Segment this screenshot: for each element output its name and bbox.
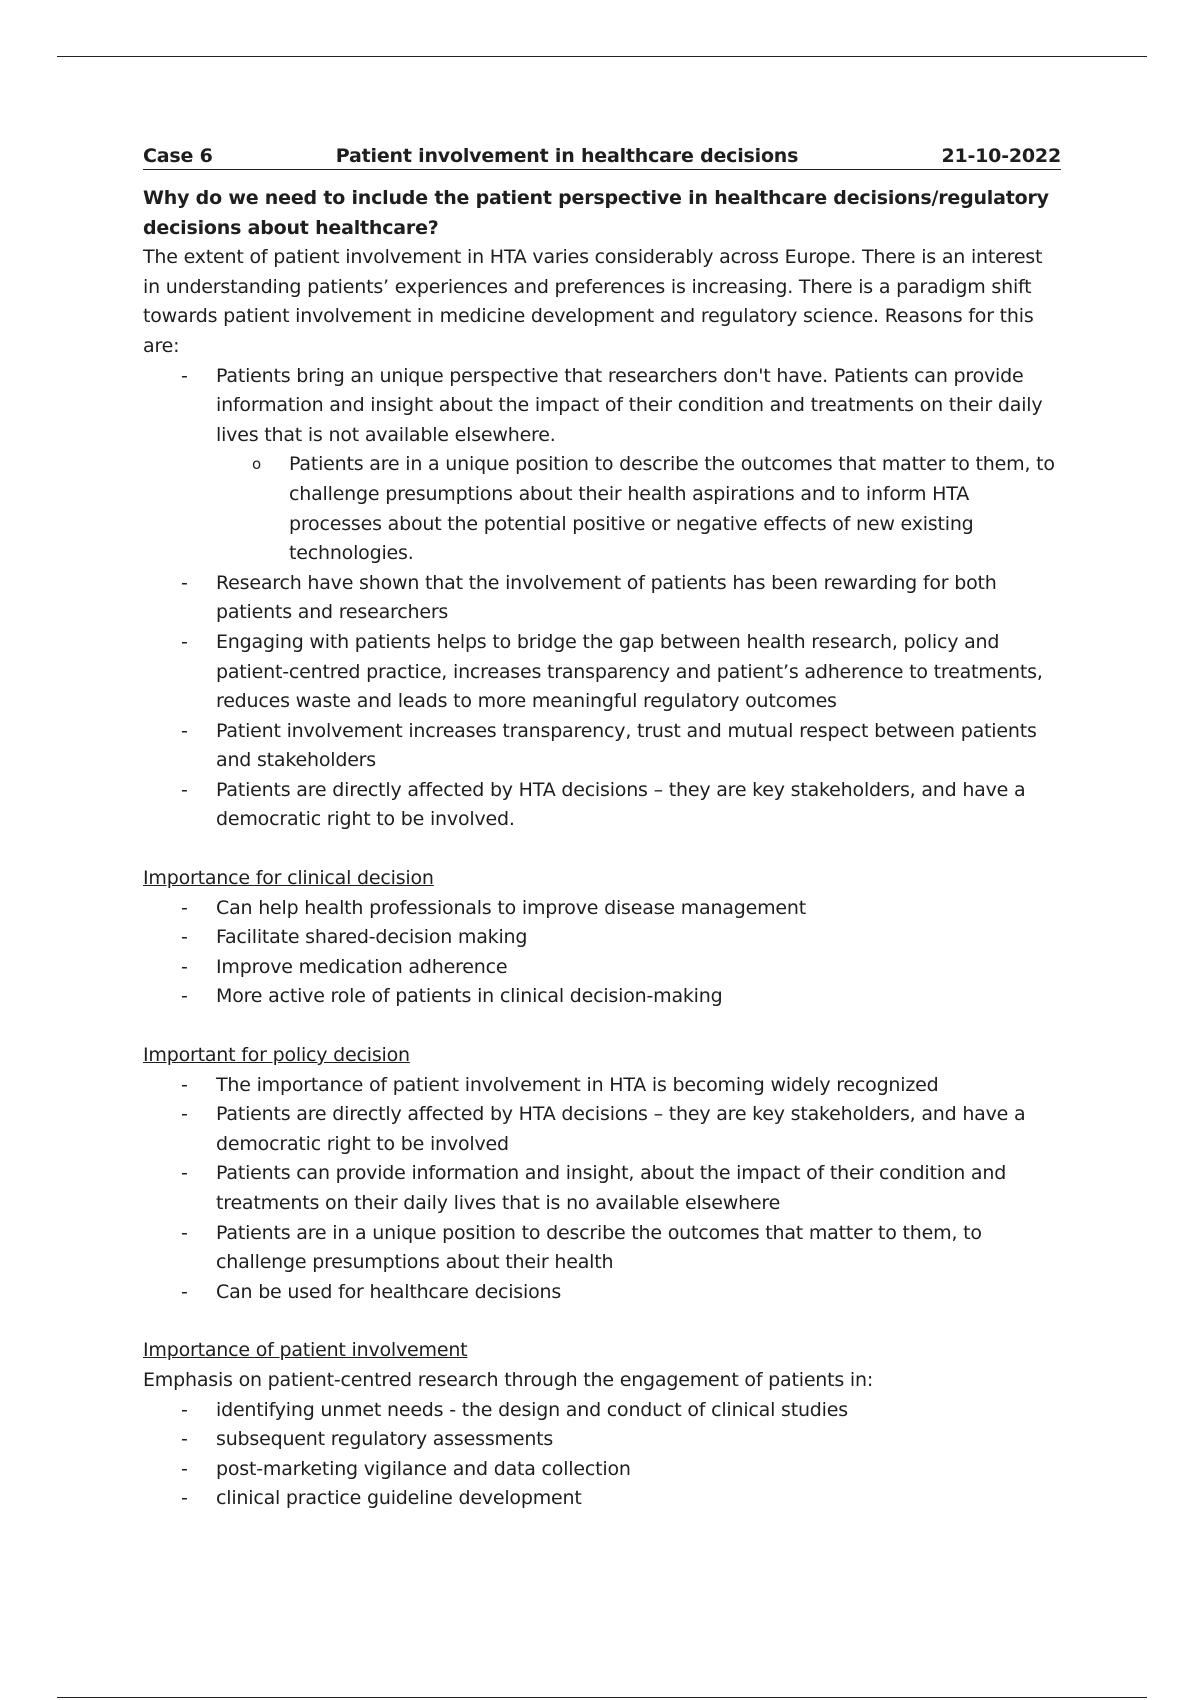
document-date: 21-10-2022 <box>941 145 1061 167</box>
sub-list-item-text: Patients are in a unique position to describe the outcomes that matter to them, to challenge presumptions about their health aspirations and to inform HTA processes about the potential positive or negative effects of new existing technologies. <box>289 453 1055 565</box>
list-item-text: Improve medication adherence <box>216 955 508 978</box>
dash-marker: - <box>181 1103 188 1126</box>
dash-marker: - <box>181 364 188 387</box>
list-item-text: Patients are in a unique position to describe the outcomes that matter to them, to challenge presumptions about their health <box>216 1221 982 1274</box>
section-title-policy: Important for policy decision <box>143 1044 410 1067</box>
list-item-text: More active role of patients in clinical decision-making <box>216 985 723 1008</box>
dash-marker: - <box>181 1398 188 1421</box>
section-title-clinical: Importance for clinical decision <box>143 867 434 890</box>
list-item-text: Research have shown that the involvement of patients has been rewarding for both patients and researchers <box>216 571 997 624</box>
list-item <box>143 1219 1061 1278</box>
list-item <box>143 894 1061 924</box>
document-body <box>143 143 1061 1514</box>
dash-marker: - <box>181 1280 188 1303</box>
list-item <box>143 628 1061 717</box>
list-item <box>143 1484 1061 1514</box>
dash-marker: - <box>181 778 188 801</box>
list-item-text: clinical practice guideline development <box>216 1487 582 1510</box>
policy-list <box>143 1071 1061 1308</box>
case-header <box>143 143 1061 170</box>
document-title: Patient involvement in healthcare decisions <box>335 145 799 167</box>
list-item <box>143 982 1061 1012</box>
dash-marker: - <box>181 630 188 653</box>
list-item-text: Engaging with patients helps to bridge the gap between health research, policy and patient-centred practice, increases transparency and patient’s adherence to treatments, reduces waste and leads to more meaningful regulatory outcomes <box>216 630 1043 713</box>
list-item <box>143 362 1061 569</box>
list-item <box>143 776 1061 835</box>
list-item <box>143 1278 1061 1308</box>
list-item <box>143 717 1061 776</box>
list-item-text: post-marketing vigilance and data collection <box>216 1457 631 1480</box>
list-item-text: Can be used for healthcare decisions <box>216 1280 562 1303</box>
dash-marker: - <box>181 896 188 919</box>
bottom-rule <box>57 1697 1147 1698</box>
list-item <box>143 569 1061 628</box>
dash-marker: - <box>181 1073 188 1096</box>
list-item-text: Patient involvement increases transparency, trust and mutual respect between patients and stakeholders <box>216 719 1037 772</box>
list-item <box>143 953 1061 983</box>
dash-marker: - <box>181 985 188 1008</box>
involvement-list <box>143 1396 1061 1514</box>
clinical-list <box>143 894 1061 1012</box>
involvement-intro: Emphasis on patient-centred research through the engagement of patients in: <box>143 1368 874 1391</box>
intro-paragraph: The extent of patient involvement in HTA varies considerably across Europe. There is an interest in understanding patients’ experiences and preferences is increasing. There is a paradigm shift towards patient involvement in medicine development and regulatory science. Reasons for this are: <box>143 246 1043 357</box>
list-item <box>143 1159 1061 1218</box>
list-item <box>143 923 1061 953</box>
section-title-involvement: Importance of patient involvement <box>143 1339 468 1362</box>
list-item-text: Patients can provide information and insight, about the impact of their condition and treatments on their daily lives that is no available elsewhere <box>216 1162 1007 1214</box>
dash-marker: - <box>181 719 188 742</box>
list-item-text: subsequent regulatory assessments <box>216 1428 554 1451</box>
dash-marker: - <box>181 1487 188 1510</box>
dash-marker: - <box>181 1428 188 1451</box>
main-question: Why do we need to include the patient perspective in healthcare decisions/regulatory decisions about healthcare? <box>143 187 1049 239</box>
top-rule <box>57 56 1147 57</box>
list-item-text: Patients are directly affected by HTA decisions – they are key stakeholders, and have a democratic right to be involved. <box>216 778 1026 831</box>
sub-list <box>216 450 1061 568</box>
list-item-text: Patients are directly affected by HTA decisions – they are key stakeholders, and have a democratic right to be involved <box>216 1103 1026 1155</box>
dash-marker: - <box>181 926 188 949</box>
sub-list-item <box>216 450 1061 568</box>
reasons-list <box>143 362 1061 836</box>
dash-marker: - <box>181 1457 188 1480</box>
list-item-text: Can help health professionals to improve disease management <box>216 896 806 919</box>
dash-marker: - <box>181 1162 188 1185</box>
list-item-text: The importance of patient involvement in HTA is becoming widely recognized <box>216 1073 939 1096</box>
list-item <box>143 1396 1061 1426</box>
list-item <box>143 1100 1061 1159</box>
list-item <box>143 1071 1061 1101</box>
list-item-text: identifying unmet needs - the design and conduct of clinical studies <box>216 1398 848 1421</box>
dash-marker: - <box>181 571 188 594</box>
dash-marker: - <box>181 1221 188 1244</box>
list-item-text: Patients bring an unique perspective that researchers don't have. Patients can provide information and insight about the impact of their condition and treatments on their daily lives that is not available elsewhere. <box>216 364 1043 446</box>
circle-marker: o <box>252 455 261 474</box>
case-number: Case 6 <box>143 145 213 167</box>
dash-marker: - <box>181 955 188 978</box>
list-item <box>143 1425 1061 1455</box>
list-item-text: Facilitate shared-decision making <box>216 926 528 949</box>
list-item <box>143 1455 1061 1485</box>
